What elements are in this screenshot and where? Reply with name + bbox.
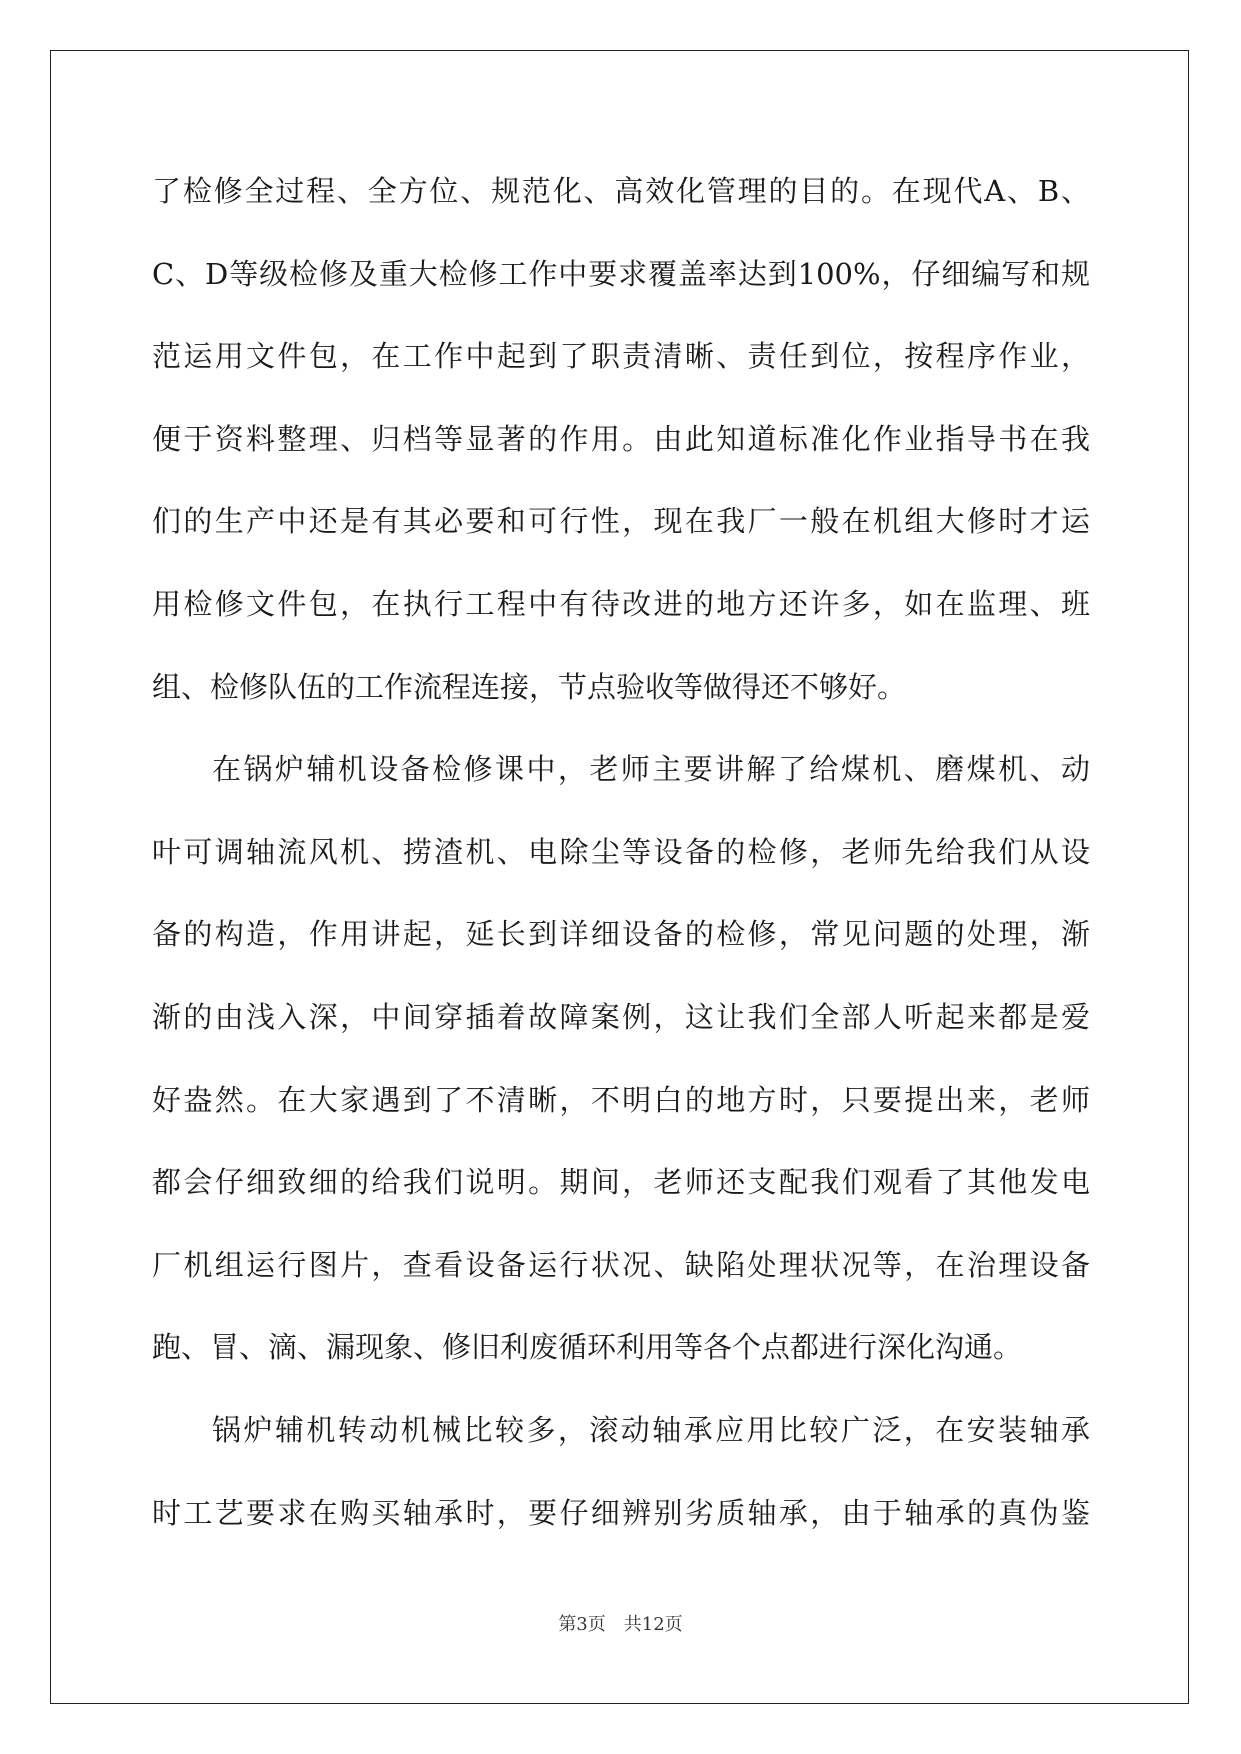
text-line: 备的构造，作用讲起，延长到详细设备的检修，常见问题的处理，渐	[152, 917, 1090, 952]
text-line: 用检修文件包，在执行工程中有待改进的地方还许多，如在监理、班	[152, 586, 1090, 621]
text-line: 跑、冒、滴、漏现象、修旧利废循环利用等各个点都进行深化沟通。	[152, 1330, 1023, 1365]
text-line: C、D等级检修及重大检修工作中要求覆盖率达到100%，仔细编写和规	[152, 256, 1090, 291]
text-line: 们的生产中还是有其必要和可行性，现在我厂一般在机组大修时才运	[152, 504, 1090, 539]
text-line: 便于资料整理、归档等显著的作用。由此知道标准化作业指导书在我	[152, 421, 1090, 456]
text-line: 渐的由浅入深，中间穿插着故障案例，这让我们全部人听起来都是爱	[152, 999, 1090, 1034]
text-line: 都会仔细致细的给我们说明。期间，老师还支配我们观看了其他发电	[152, 1165, 1090, 1200]
text-line: 了检修全过程、全方位、规范化、高效化管理的目的。在现代A、B、	[152, 174, 1090, 208]
text-line: 锅炉辅机转动机械比较多，滚动轴承应用比较广泛，在安装轴承	[212, 1412, 1090, 1447]
page-number-footer: 第3页 共12页	[558, 1614, 683, 1635]
text-line: 在锅炉辅机设备检修课中，老师主要讲解了给煤机、磨煤机、动	[212, 752, 1090, 787]
text-line: 好盎然。在大家遇到了不清晰，不明白的地方时，只要提出来，老师	[152, 1082, 1090, 1117]
text-line: 厂机组运行图片，查看设备运行状况、缺陷处理状况等，在治理设备	[152, 1247, 1090, 1282]
text-line: 叶可调轴流风机、捞渣机、电除尘等设备的检修，老师先给我们从设	[152, 834, 1090, 869]
document-body	[152, 160, 1090, 1564]
text-line: 组、检修队伍的工作流程连接，节点验收等做得还不够好。	[152, 669, 907, 704]
text-line: 时工艺要求在购买轴承时，要仔细辨别劣质轴承，由于轴承的真伪鉴	[152, 1495, 1090, 1530]
text-line: 范运用文件包，在工作中起到了职责清晰、责任到位，按程序作业，	[152, 339, 1090, 374]
